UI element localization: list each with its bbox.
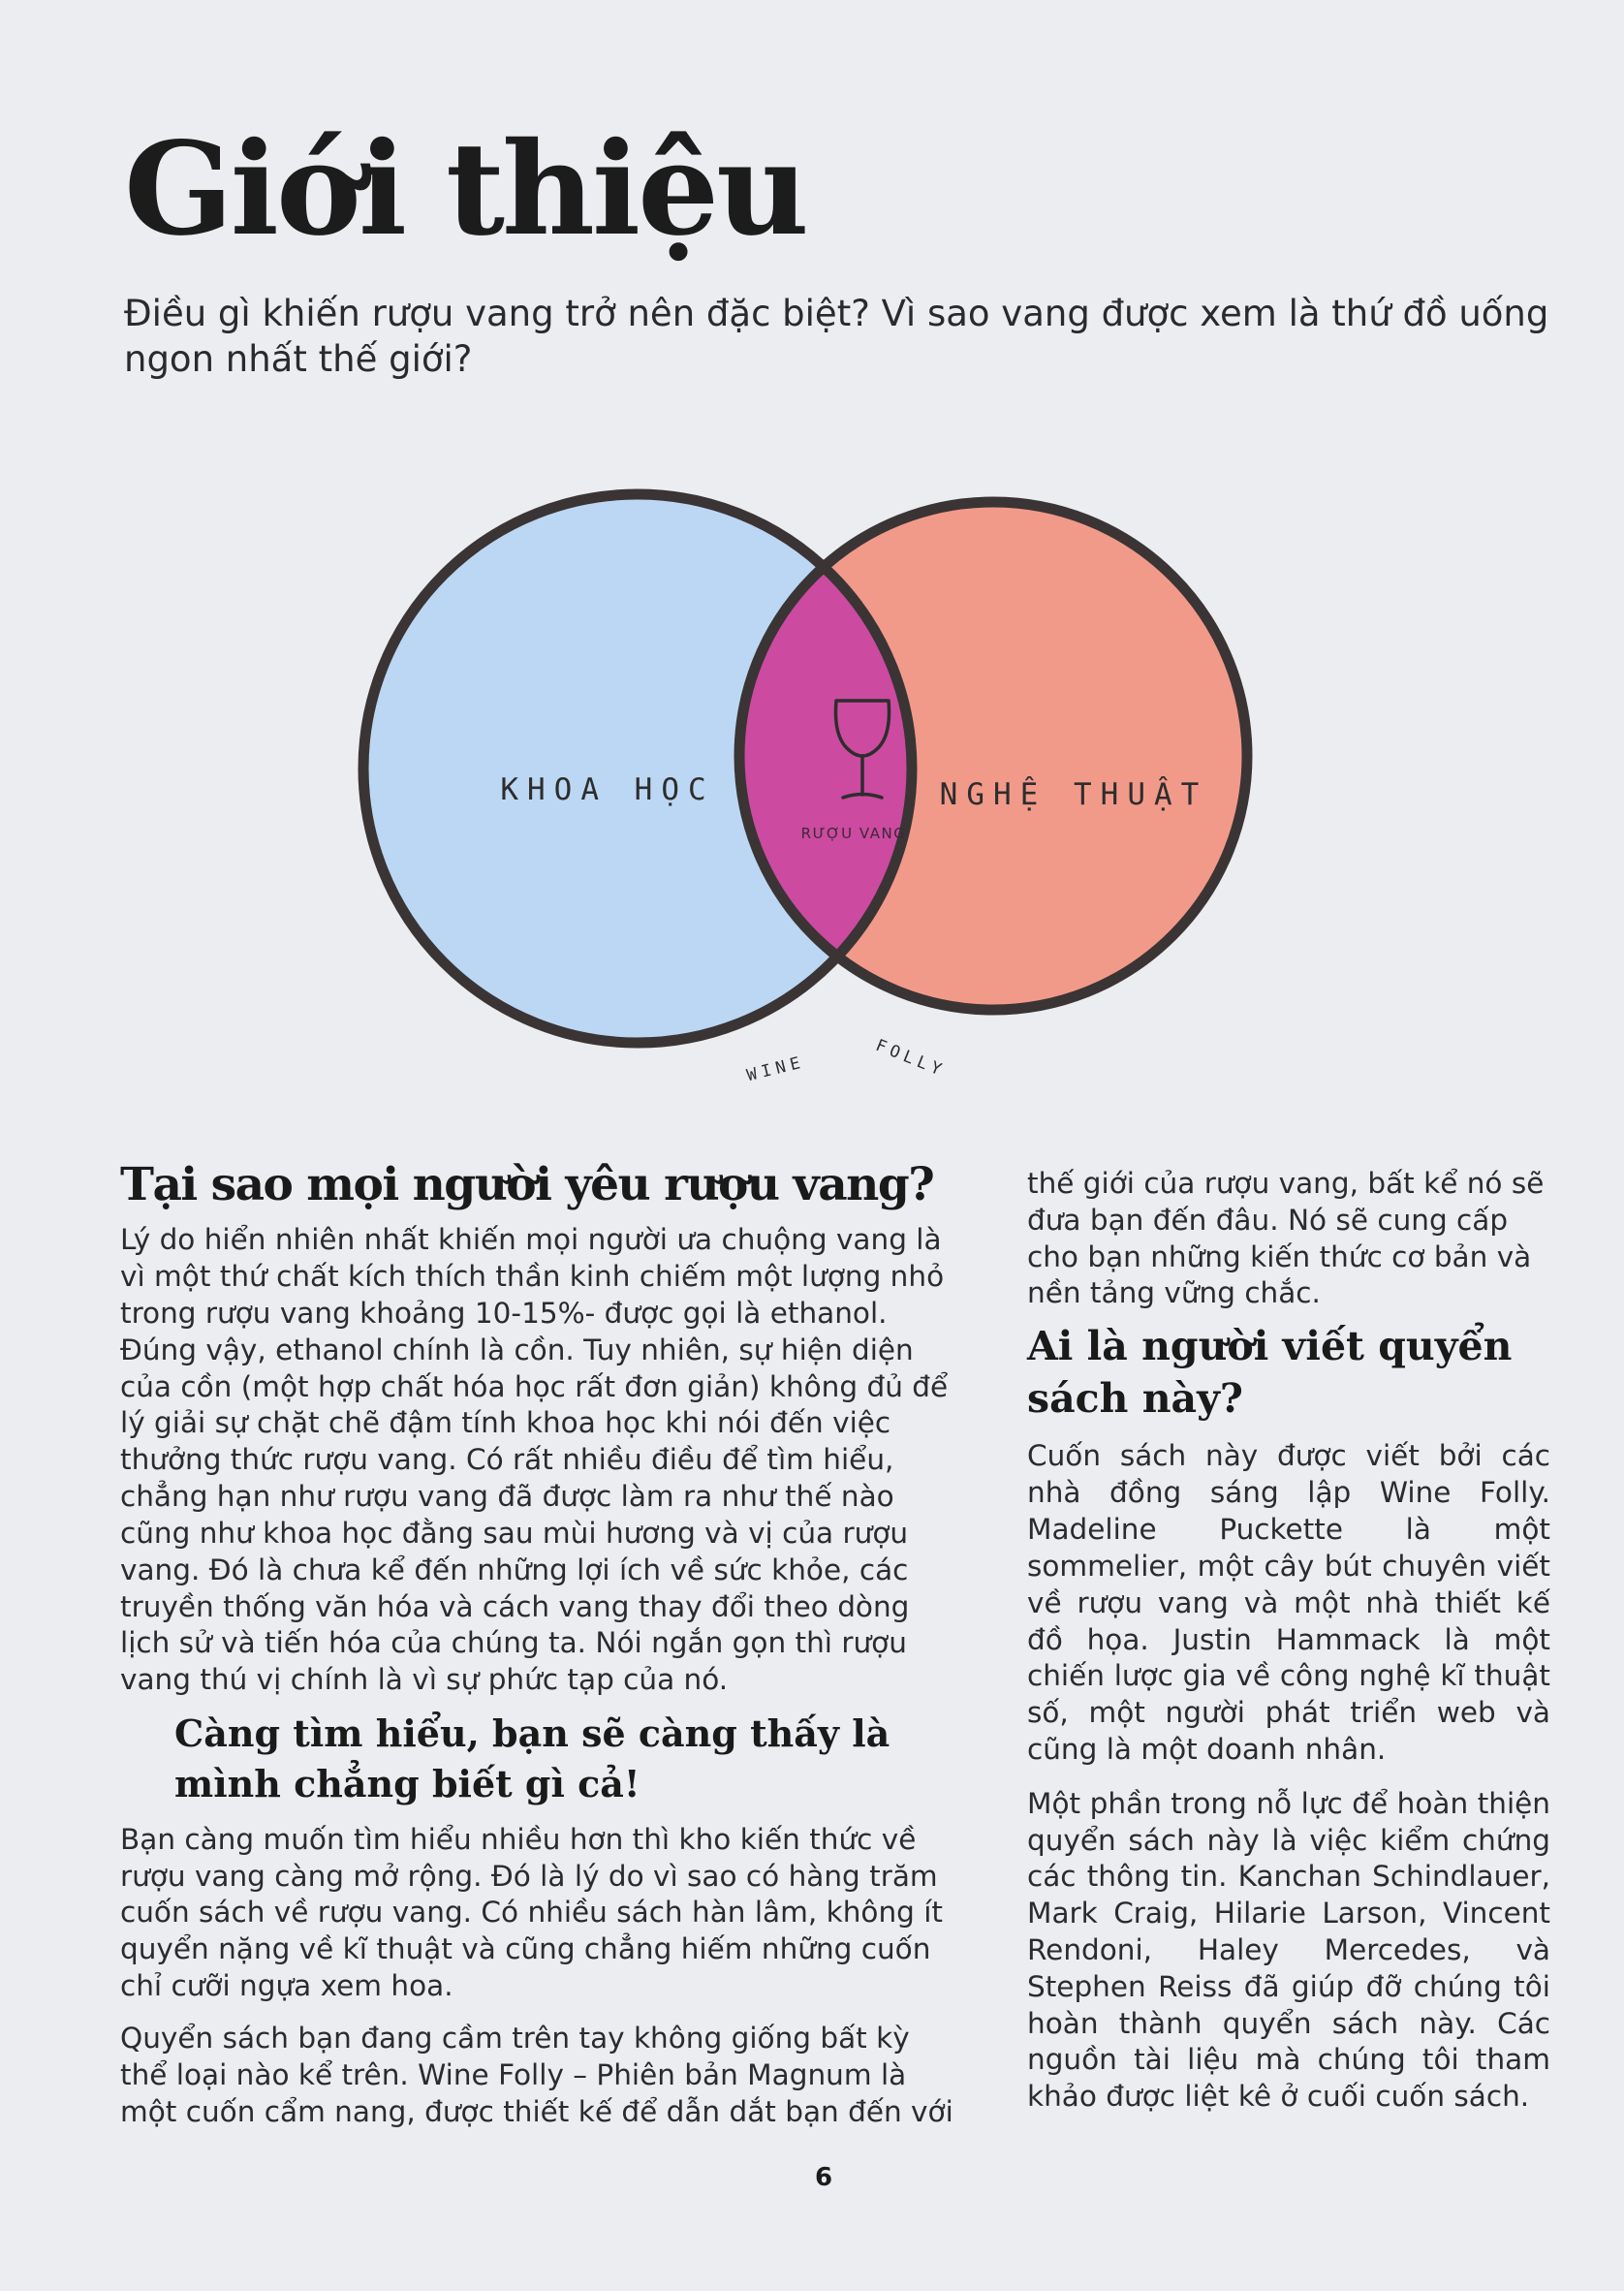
paragraph-knowledge: Bạn càng muốn tìm hiểu nhiều hơn thì kho kiến thức về rượu vang càng mở rộng. Đó là lý do vì sao có hàng trăm cuốn sách về rượu vang. Có nhiều sách hàn lâm, không ít quyển nặng về kĩ thuật và cũng chẳng hiếm những cuốn chỉ cưỡi ngựa xem hoa. bbox=[120, 1822, 944, 2003]
paragraph-this-book: Quyển sách bạn đang cầm trên tay không giống bất kỳ thể loại nào kể trên. Wine Folly – Phiên bản Magnum là một cuốn cẩm nang, được thiết kế để dẫn dắt bạn đến với bbox=[120, 2021, 953, 2128]
section-heading-why-love-wine: Tại sao mọi người yêu rượu vang? bbox=[120, 1158, 934, 1211]
venn-diagram bbox=[349, 465, 1366, 1105]
paragraph-why-love-wine: Lý do hiển nhiên nhất khiến mọi người ưa chuộng vang là vì một thứ chất kích thích thần kinh chiếm một lượng nhỏ trong rượu vang khoảng 10-15%- được gọi là ethanol. Đúng vậy, ethanol chính là cồn. Tuy nhiên, sự hiện diện của cồn (một hợp chất hóa học rất đơn giản) không đủ để lý giải sự chặt chẽ đậm tính khoa học khi nói đến việc thưởng thức rượu vang. Có rất nhiều điều để tìm hiểu, chẳng hạn như rượu vang đã được làm ra như thế nào cũng như khoa học đằng sau mùi hương và vị của rượu vang. Đó là chưa kể đến những lợi ích về sức khỏe, các truyền thống văn hóa và cách vang thay đổi theo dòng lịch sử và tiến hóa của chúng ta. Nói ngắn gọn thì rượu vang thú vị chính là vì sự phức tạp của nó. bbox=[120, 1223, 949, 1697]
page-number: 6 bbox=[814, 2163, 833, 2192]
venn-label-wine: RƯỢU VANG bbox=[800, 825, 907, 842]
section-heading-authors: Ai là người viết quyển sách này? bbox=[1027, 1323, 1513, 1423]
page-title: Giới thiệu bbox=[124, 114, 807, 265]
paragraph-authors: Cuốn sách này được viết bởi các nhà đồng sáng lập Wine Folly. Madeline Puckette là một sommelier, một cây bút chuyên viết về rượu vang và một nhà thiết kế đồ họa. Justin Hammack là một chiến lược gia về công nghệ kĩ thuật số, một người phát triển web và cũng là một doanh nhân. bbox=[1027, 1439, 1550, 1766]
venn-label-science: KHOA HỌC bbox=[500, 772, 715, 807]
paragraph-continuation: thế giới của rượu vang, bất kể nó sẽ đưa bạn đến đâu. Nó sẽ cung cấp cho bạn những kiến thức cơ bản và nền tảng vững chắc. bbox=[1027, 1167, 1545, 1310]
pull-quote: Càng tìm hiểu, bạn sẽ càng thấy là mình chẳng biết gì cả! bbox=[174, 1710, 890, 1806]
page-subtitle: Điều gì khiến rượu vang trở nên đặc biệt? Vì sao vang được xem là thứ đồ uống ngon nhất thế giới? bbox=[124, 293, 1549, 381]
brand-folly: FOLLY bbox=[872, 1035, 949, 1082]
right-column bbox=[1027, 1166, 1550, 2116]
brand-wine: WINE bbox=[744, 1052, 807, 1086]
venn-label-art: NGHỆ THUẬT bbox=[939, 777, 1208, 812]
paragraph-fact-check: Một phần trong nỗ lực để hoàn thiện quyển sách này là việc kiểm chứng các thông tin. Kanchan Schindlauer, Mark Craig, Hilarie Larson, Vincent Rendoni, Haley Mercedes, và Stephen Reiss đã giúp đỡ chúng tôi hoàn thành quyển sách này. Các nguồn tài liệu mà chúng tôi tham khảo được liệt kê ở cuối cuốn sách. bbox=[1027, 1786, 1550, 2114]
left-column bbox=[120, 1158, 963, 2130]
